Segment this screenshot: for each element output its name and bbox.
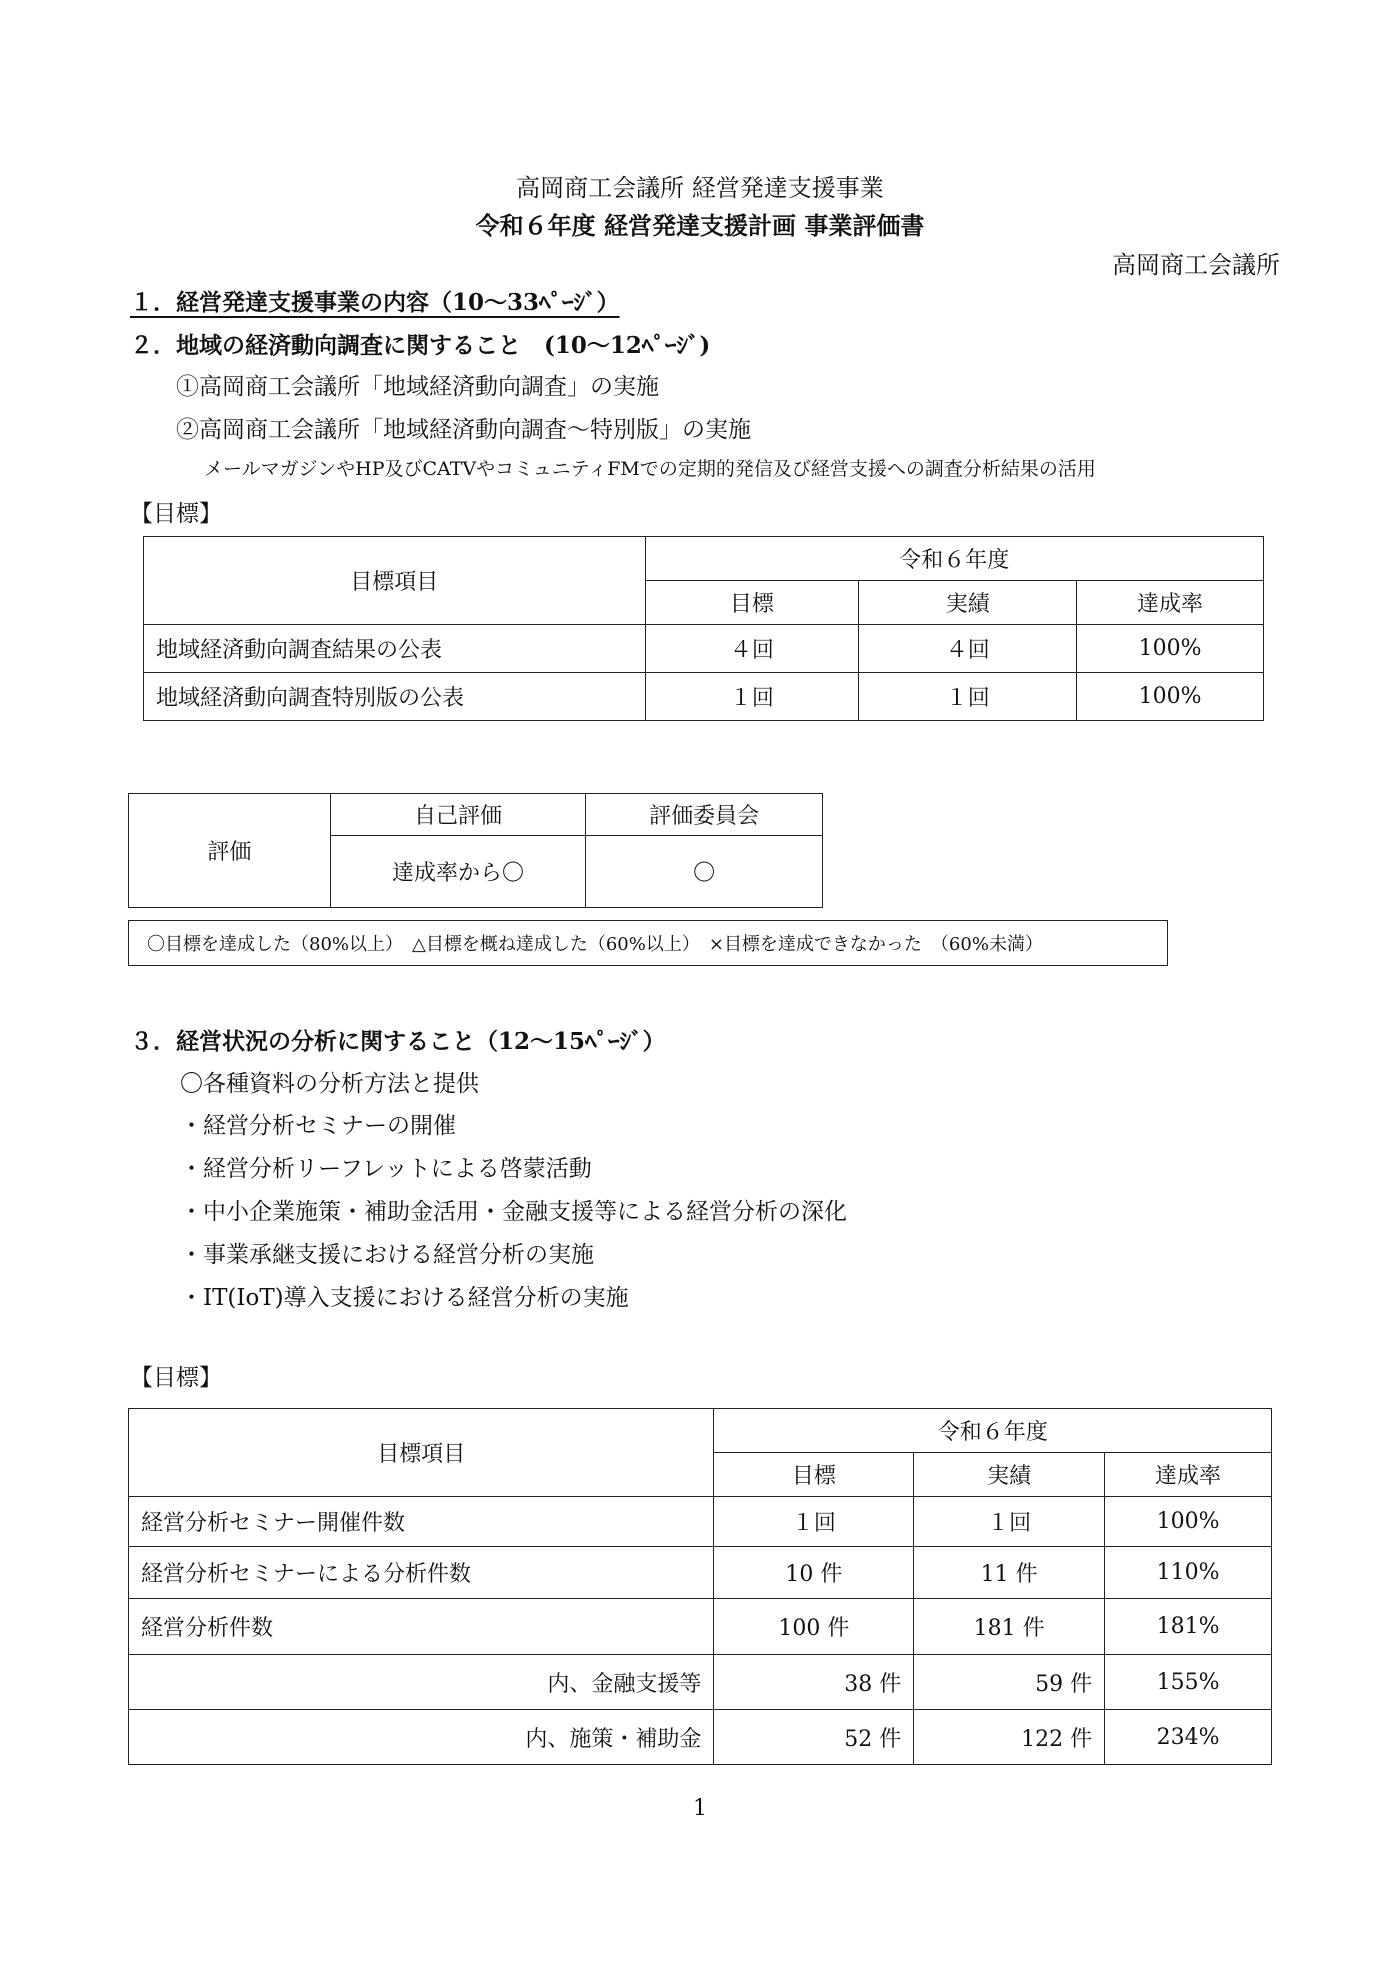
page-number: 1 <box>693 1796 707 1821</box>
row-actual: 122 件 <box>914 1710 1105 1765</box>
row-rate: 100% <box>1105 1497 1272 1547</box>
section3-item-6: ・IT(IoT)導入支援における経営分析の実施 <box>180 1285 629 1311</box>
section2-item-1: ①高岡商工会議所「地域経済動向調査」の実施 <box>176 374 659 400</box>
table-row <box>144 625 1264 673</box>
table-row <box>144 673 1264 721</box>
row-rate: 100% <box>1077 625 1264 673</box>
table-row <box>129 1710 1272 1765</box>
section3-target-label: 【目標】 <box>130 1365 222 1391</box>
row-label: 地域経済動向調査結果の公表 <box>144 625 646 673</box>
row-actual: １回 <box>859 673 1077 721</box>
row-actual: １回 <box>914 1497 1105 1547</box>
committee-evaluation-value: 〇 <box>586 836 823 908</box>
row-actual: 11 件 <box>914 1547 1105 1599</box>
row-actual: ４回 <box>859 625 1077 673</box>
section2-heading: ２．地域の経済動向調査に関すること (10〜12ﾍﾟｰｼﾞ) <box>130 332 711 359</box>
target-header: 目標 <box>714 1453 914 1497</box>
section3-item-1: 〇各種資料の分析方法と提供 <box>180 1071 479 1097</box>
row-target: 100 件 <box>714 1599 914 1655</box>
row-label: 内、施策・補助金 <box>129 1710 714 1765</box>
row-rate: 110% <box>1105 1547 1272 1599</box>
legend-text: 〇目標を達成した（80%以上） △目標を概ね達成した（60%以上） ×目標を達成できなかった （60%未満） <box>147 934 1043 955</box>
section3-target-table <box>128 1408 1272 1765</box>
evaluation-table <box>128 793 823 908</box>
row-target: ４回 <box>645 625 859 673</box>
row-rate: 234% <box>1105 1710 1272 1765</box>
section2-target-label: 【目標】 <box>130 501 222 527</box>
row-target: １回 <box>645 673 859 721</box>
section3-item-3: ・経営分析リーフレットによる啓蒙活動 <box>180 1156 592 1182</box>
rate-header: 達成率 <box>1077 581 1264 625</box>
document-title: 高岡商工会議所 経営発達支援事業 <box>516 174 884 202</box>
item-header: 目標項目 <box>144 537 646 625</box>
table-row <box>129 1547 1272 1599</box>
row-label: 内、金融支援等 <box>129 1655 714 1710</box>
row-target: 38 件 <box>714 1655 914 1710</box>
committee-evaluation-header: 評価委員会 <box>586 794 823 836</box>
section3-heading: ３．経営状況の分析に関すること（12〜15ﾍﾟｰｼﾞ） <box>130 1028 666 1055</box>
evaluation-label: 評価 <box>129 794 331 908</box>
table-row <box>129 1599 1272 1655</box>
actual-header: 実績 <box>914 1453 1105 1497</box>
section2-item-2: ②高岡商工会議所「地域経済動向調査〜特別版」の実施 <box>176 417 751 443</box>
table-row <box>129 1655 1272 1710</box>
self-evaluation-header: 自己評価 <box>330 794 586 836</box>
row-target: 52 件 <box>714 1710 914 1765</box>
section2-target-table <box>143 536 1264 721</box>
section3-item-4: ・中小企業施策・補助金活用・金融支援等による経営分析の深化 <box>180 1199 847 1225</box>
row-actual: 59 件 <box>914 1655 1105 1710</box>
year-header: 令和６年度 <box>645 537 1263 581</box>
year-header: 令和６年度 <box>714 1409 1272 1453</box>
section1-heading: １．経営発達支援事業の内容（10〜33ﾍﾟｰｼﾞ） <box>130 289 620 316</box>
section3-item-2: ・経営分析セミナーの開催 <box>180 1113 456 1139</box>
row-label: 地域経済動向調査特別版の公表 <box>144 673 646 721</box>
row-actual: 181 件 <box>914 1599 1105 1655</box>
section2-note: メールマガジンやHP及びCATVやコミュニティFMでの定期的発信及び経営支援への調査分析結果の活用 <box>204 458 1096 480</box>
row-label: 経営分析セミナー開催件数 <box>129 1497 714 1547</box>
section3-item-5: ・事業承継支援における経営分析の実施 <box>180 1242 594 1268</box>
row-rate: 155% <box>1105 1655 1272 1710</box>
actual-header: 実績 <box>859 581 1077 625</box>
rate-header: 達成率 <box>1105 1453 1272 1497</box>
organization-name: 高岡商工会議所 <box>1112 251 1280 279</box>
row-label: 経営分析件数 <box>129 1599 714 1655</box>
row-target: 10 件 <box>714 1547 914 1599</box>
row-label: 経営分析セミナーによる分析件数 <box>129 1547 714 1599</box>
target-header: 目標 <box>645 581 859 625</box>
table-row <box>129 1497 1272 1547</box>
row-target: １回 <box>714 1497 914 1547</box>
item-header: 目標項目 <box>129 1409 714 1497</box>
evaluation-legend <box>128 920 1168 966</box>
self-evaluation-value: 達成率から〇 <box>330 836 586 908</box>
row-rate: 100% <box>1077 673 1264 721</box>
document-subtitle: 令和６年度 経営発達支援計画 事業評価書 <box>475 211 925 240</box>
row-rate: 181% <box>1105 1599 1272 1655</box>
